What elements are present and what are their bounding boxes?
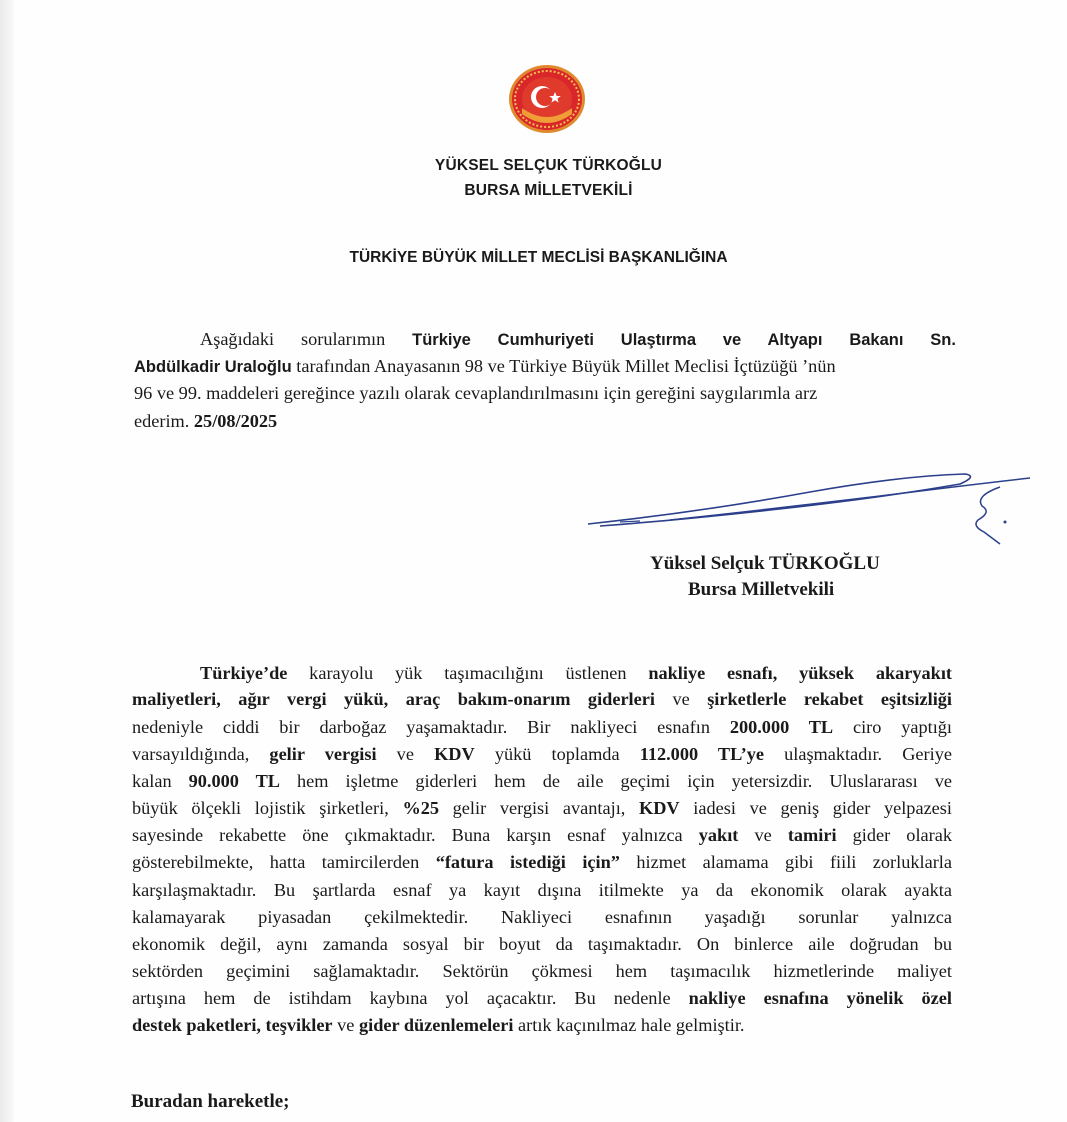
bold-phrase: nakliye esnafı, yüksek akaryakıt: [648, 663, 953, 683]
bold-phrase: maliyetleri, ağır vergi yükü, araç bakım-onarım giderleri: [132, 689, 655, 709]
tbmm-emblem-icon: [508, 64, 586, 134]
handwritten-signature: [580, 462, 1035, 552]
bold-phrase: %25: [402, 798, 439, 818]
body-text: sektörden geçimini sağlamaktadır. Sektörün çökmesi hem taşımacılık hizmetlerinde maliyet: [132, 961, 952, 981]
intro-text: ederim.: [134, 411, 194, 431]
body-text: artık kaçınılmaz hale gelmiştir.: [513, 1015, 745, 1035]
bold-phrase: 90.000 TL: [188, 771, 280, 791]
body-text: iadesi ve geniş gider yelpazesi: [679, 798, 952, 818]
letterhead-name: YÜKSEL SELÇUK TÜRKOĞLU: [434, 157, 663, 174]
body-line-2: [132, 690, 952, 708]
body-line-14: [132, 1016, 744, 1034]
intro-date: 25/08/2025: [193, 411, 278, 431]
signatory-title: Bursa Milletvekili: [688, 579, 835, 600]
body-line-13: [132, 989, 952, 1007]
intro-line-2: [134, 357, 836, 376]
body-line-12: [132, 962, 952, 980]
minister-title: Türkiye Cumhuriyeti Ulaştırma ve Altyapı Bakanı Sn.: [412, 331, 956, 349]
body-text: ciro yaptığı: [833, 717, 952, 737]
body-text: kalamayarak piyasadan çekilmektedir. Nakliyeci esnafının yaşadığı sorunlar yalnızca: [132, 907, 952, 927]
closing-phrase: Buradan hareketle;: [131, 1091, 290, 1112]
body-line-10: [132, 908, 952, 926]
body-line-8: [132, 853, 952, 871]
bold-phrase: tamiri: [787, 825, 837, 845]
body-text: ve: [738, 825, 788, 845]
body-text: ve: [654, 689, 708, 709]
bold-phrase: gelir vergisi: [269, 744, 377, 764]
bold-phrase: KDV: [639, 798, 680, 818]
minister-name: Abdülkadir Uraloğlu: [134, 358, 292, 376]
intro-text: tarafından Anayasanın 98 ve Türkiye Büyük Millet Meclisi İçtüzüğü ’nün: [291, 356, 836, 376]
body-text: ve: [376, 744, 435, 764]
body-text: varsayıldığında,: [132, 744, 270, 764]
body-text: artışına hem de istihdam kaybına yol açacaktır. Bu nedenle: [132, 988, 689, 1008]
body-line-9: [132, 881, 952, 899]
body-text: ekonomik değil, aynı zamanda sosyal bir boyut da taşımaktadır. On binlerce aile doğrudan bu: [132, 934, 952, 954]
body-line-11: [132, 935, 952, 953]
body-text: gider olarak: [836, 825, 952, 845]
addressee: TÜRKİYE BÜYÜK MİLLET MECLİSİ BAŞKANLIĞINA: [349, 249, 728, 266]
body-text: nedeniyle ciddi bir darboğaz yaşamaktadır. Bir nakliyeci esnafın: [132, 717, 730, 737]
intro-line-3: 96 ve 99. maddeleri gereğince yazılı olarak cevaplandırılmasını için gereğini saygılarımla arz: [134, 383, 818, 403]
body-text: sayesinde rekabette öne çıkmaktadır. Buna karşın esnaf yalnızca: [132, 825, 699, 845]
body-text: karşılaşmaktadır. Bu şartlarda esnaf ya kayıt dışına itilmekte ya da ekonomik olarak ayakta: [132, 880, 952, 900]
signatory-name: Yüksel Selçuk TÜRKOĞLU: [650, 553, 880, 574]
bold-phrase: nakliye esnafına yönelik özel: [688, 988, 952, 1008]
bold-phrase: Türkiye’de: [200, 663, 288, 683]
body-text: gösterebilmekte, hatta tamircilerden: [132, 852, 436, 872]
bold-phrase: “fatura istediği için”: [435, 852, 620, 872]
bold-phrase: 112.000 TL’ye: [639, 744, 764, 764]
body-text: yükü toplamda: [474, 744, 640, 764]
bold-phrase: 200.000 TL: [729, 717, 834, 737]
body-line-7: [132, 826, 952, 844]
bold-phrase: KDV: [434, 744, 475, 764]
body-text: kalan: [132, 771, 189, 791]
body-text: hizmet alamama gibi fiili zorluklarla: [619, 852, 952, 872]
intro-line-1: [200, 330, 956, 349]
body-line-6: [132, 799, 952, 817]
intro-line-4: [134, 412, 277, 430]
body-text: gelir vergisi avantajı,: [439, 798, 639, 818]
body-line-1: [200, 664, 952, 682]
bold-phrase: yakıt: [698, 825, 739, 845]
body-text: hem işletme giderleri hem de aile geçimi için yetersizdir. Uluslararası ve: [279, 771, 952, 791]
intro-text: Aşağıdaki sorularımın: [200, 329, 413, 349]
body-text: ve: [332, 1015, 359, 1035]
bold-phrase: şirketlerle rekabet eşitsizliği: [707, 689, 952, 709]
body-text: büyük ölçekli lojistik şirketleri,: [132, 798, 403, 818]
body-text: karayolu yük taşımacılığını üstlenen: [287, 663, 649, 683]
body-line-5: [132, 772, 952, 790]
body-text: ulaşmaktadır. Geriye: [763, 744, 952, 764]
bold-phrase: gider düzenlemeleri: [358, 1015, 514, 1035]
body-line-4: [132, 745, 952, 763]
letterhead-title: BURSA MİLLETVEKİLİ: [464, 182, 633, 199]
bold-phrase: destek paketleri, teşvikler: [132, 1015, 333, 1035]
body-line-3: [132, 718, 952, 736]
